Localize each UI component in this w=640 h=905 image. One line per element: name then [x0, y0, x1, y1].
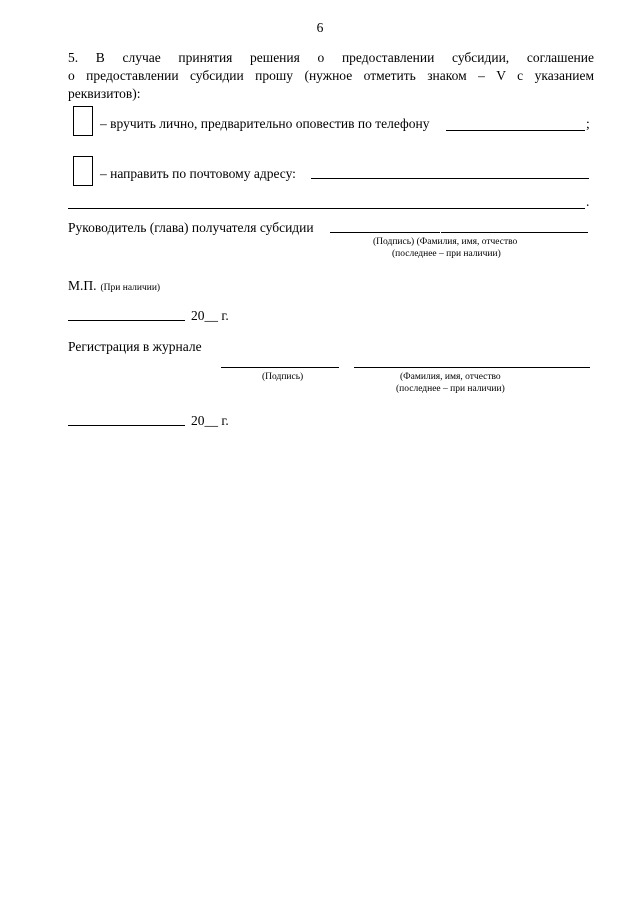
date-line-1[interactable] [68, 320, 185, 321]
head-signature-line[interactable] [330, 232, 440, 233]
section5-line3: реквизитов): [68, 86, 141, 101]
stamp-mp: М.П. [68, 278, 97, 293]
date-year-1: 20__ г. [191, 308, 229, 323]
registration-name-caption-2: (последнее – при наличии) [396, 384, 505, 394]
deliver-personally-label: – вручить лично, предварительно оповестив по телефону [100, 116, 430, 131]
head-signature-label: Руководитель (глава) получателя субсидии [68, 220, 314, 235]
send-by-mail-checkbox[interactable] [73, 156, 93, 186]
head-name-line[interactable] [441, 232, 588, 233]
head-caption-2: (последнее – при наличии) [392, 249, 501, 259]
head-caption-1: (Подпись) (Фамилия, имя, отчество [373, 237, 518, 247]
page-number: 6 [316, 20, 324, 35]
send-by-mail-label: – направить по почтовому адресу: [100, 166, 296, 181]
registration-sig-caption: (Подпись) [262, 372, 304, 382]
registration-name-line[interactable] [354, 367, 590, 368]
section5-line1: 5. В случае принятия решения о предоставлении субсидии, соглашение [68, 50, 594, 65]
deliver-personally-checkbox[interactable] [73, 106, 93, 136]
registration-name-caption-1: (Фамилия, имя, отчество [400, 372, 501, 382]
date-year-2: 20__ г. [191, 413, 229, 428]
phone-field-line[interactable] [446, 130, 585, 131]
stamp-note: (При наличии) [100, 283, 161, 293]
postal-address-end: . [586, 194, 590, 209]
phone-field-end: ; [586, 116, 590, 131]
registration-signature-line[interactable] [221, 367, 339, 368]
stamp-label [68, 277, 160, 295]
section5-line2: о предоставлении субсидии прошу (нужное отметить знаком – V с указанием [68, 68, 594, 83]
postal-address-line-1[interactable] [311, 178, 589, 179]
postal-address-line-2[interactable] [68, 208, 585, 209]
date-line-2[interactable] [68, 425, 185, 426]
registration-label: Регистрация в журнале [68, 339, 202, 354]
